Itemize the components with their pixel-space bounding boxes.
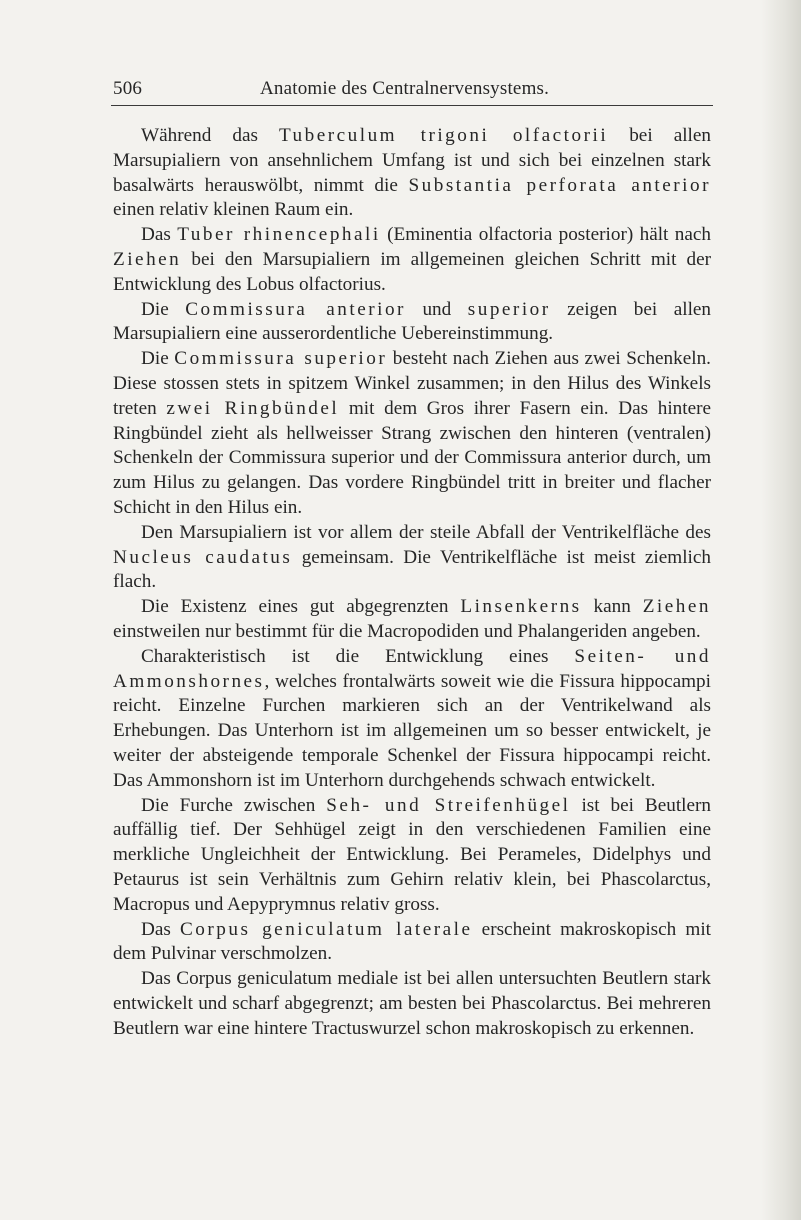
text-run: einen relativ kleinen Raum ein.: [113, 199, 354, 221]
spaced-term: Corpus geniculatum laterale: [180, 918, 473, 940]
text-run: Während das: [141, 125, 279, 146]
spaced-term: Substantia perforata anterior: [408, 174, 711, 196]
spaced-term: Ziehen: [642, 596, 711, 618]
text-run: Die: [141, 348, 175, 370]
spaced-term: Ziehen: [113, 248, 182, 270]
paragraph: [113, 794, 711, 918]
text-run: Die: [141, 298, 186, 320]
paragraph: [113, 918, 711, 968]
text-run: bei allen Marsupialiern von ansehnlichem Umfang ist und sich bei einzelnen stark basalwärts herauswölbt, nimmt die: [113, 125, 711, 196]
text-run: Charakteristisch ist die Entwicklung eines: [141, 645, 575, 667]
paragraph: [113, 223, 711, 297]
text-run: kann: [581, 596, 643, 618]
paragraph: [113, 124, 711, 223]
page-number: 506: [113, 78, 143, 99]
body-text: [113, 124, 711, 1041]
spaced-term: Commissura anterior: [185, 298, 406, 320]
text-run: , welches frontalwärts soweit wie die Fissura hippocampi reicht. Einzelne Furchen markieren sich an der Ventrikelwand als Erhebungen. Das Unterhorn ist im allgemeinen um so besser entwickelt, je weiter der absteigende temporale Schenkel der Fissura hippocampi reicht. Das Ammonshorn ist im Unterhorn durchgehends schwach entwickelt.: [113, 670, 711, 791]
text-run: Das: [141, 224, 178, 246]
text-run: einstweilen nur bestimmt für die Macropodiden und Phalangeriden angeben.: [113, 620, 701, 642]
paragraph: [113, 645, 711, 794]
spaced-term: Commissura superior: [174, 348, 388, 370]
text-run: mit dem Gros ihrer Fasern ein. Das hintere Ringbündel zieht als hellweisser Strang zwischen den hinteren (ventralen) Schenkeln der Commissura superior und der Commissura anterior durch, um zum Hilus zu gelangen. Das vordere Ringbündel tritt in breiter und flacher Schicht in den Hilus ein.: [113, 397, 711, 518]
text-run: besteht nach Ziehen aus zwei Schenkeln. Diese stossen stets in spitzem Winkel zusammen; in den Hilus des Winkels treten: [113, 348, 711, 419]
page-edge-shadow: [761, 0, 801, 1220]
paragraph: [113, 347, 711, 521]
text-run: Die Furche zwischen: [141, 794, 327, 816]
spaced-term: Seiten- und Ammonshornes: [113, 645, 711, 692]
text-run: Die Existenz eines gut abgegrenzten: [141, 596, 461, 618]
text-run: erscheint makroskopisch mit dem Pulvinar verschmolzen.: [113, 918, 711, 965]
running-title: Anatomie des Centralnervensystems.: [260, 78, 550, 99]
spaced-term: Tuberculum trigoni olfactorii: [278, 125, 609, 146]
spaced-term: Linsenkerns: [460, 596, 582, 618]
text-run: (Eminentia olfactoria posterior) hält nach: [380, 224, 711, 246]
text-run: Das Corpus geniculatum mediale ist bei allen untersuchten Beutlern stark entwickelt und scharf abgegrenzt; am besten bei Phascolarctus. Bei mehreren Beutlern war eine hintere Tractuswurzel schon makroskopisch zu erkennen.: [113, 968, 711, 1039]
paragraph: [113, 521, 711, 595]
spaced-term: Seh- und Streifenhügel: [326, 794, 571, 816]
text-run: Den Marsupialiern ist vor allem der steile Abfall der Ventrikelfläche des: [141, 521, 711, 543]
text-run: ist bei Beutlern auffällig tief. Der Sehhügel zeigt in den verschiedenen Familien eine merkliche Ungleichheit der Entwicklung. Bei Perameles, Didelphys und Petaurus ist sein Verhältnis zum Gehirn relativ klein, bei Phascolarctus, Macropus und Aepyprymnus relativ gross.: [113, 794, 711, 915]
spaced-term: Nucleus caudatus: [113, 546, 293, 568]
text-run: gemeinsam. Die Ventrikelfläche ist meist ziemlich flach.: [113, 546, 711, 593]
paragraph: [113, 595, 711, 645]
spaced-term: Tuber rhinencephali: [177, 224, 381, 246]
text-run: und: [405, 298, 468, 320]
spaced-term: zwei Ringbündel: [166, 397, 340, 419]
text-run: Das: [141, 918, 180, 940]
spaced-term: superior: [467, 298, 551, 320]
paragraph: [113, 967, 711, 1041]
text-run: bei den Marsupialiern im allgemeinen gleichen Schritt mit der Entwicklung des Lobus olfactorius.: [113, 248, 711, 295]
text-run: zeigen bei allen Marsupialiern eine ausserordentliche Uebereinstimmung.: [113, 298, 712, 345]
header-rule: [111, 105, 713, 106]
paragraph: [113, 298, 711, 348]
